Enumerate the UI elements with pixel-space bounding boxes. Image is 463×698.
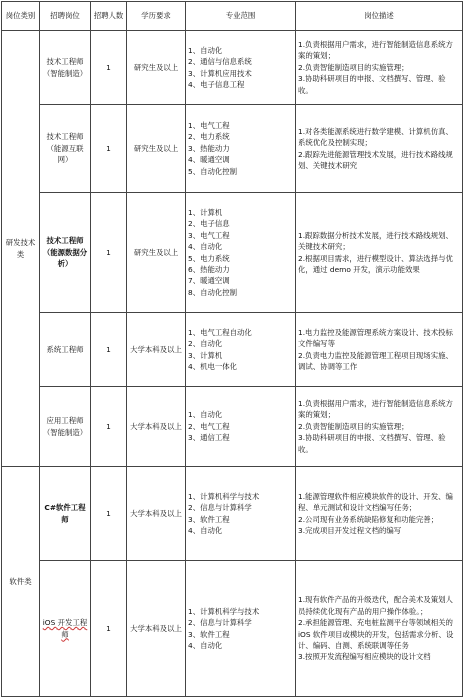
major-item: 7、暖通空调 [188, 276, 230, 286]
major-cell [186, 193, 296, 313]
position-cell: 系统工程师 [40, 313, 91, 387]
table-row [2, 31, 463, 105]
major-cell [186, 31, 296, 105]
desc-item: 2.承担能源管理、充电桩监测平台等领域相关的 iOS 软件项目或模块的开发，包括需求分析、设计、编码、自测、系统联调等任务 [298, 618, 454, 650]
major-cell [186, 105, 296, 193]
position-cell: 应用工程师（智能制造） [40, 387, 91, 467]
count-cell: 1 [91, 313, 127, 387]
major-item: 3、计算机应用技术 [188, 68, 252, 78]
major-item: 3、软件工程 [188, 514, 230, 524]
major-item: 3、热能动力 [188, 143, 230, 153]
header-position: 招聘岗位 [40, 2, 91, 31]
desc-item: 1.能源管理软件相应模块软件的设计、开发、编程、单元测试和设计文档编写任务； [298, 491, 453, 513]
description-cell [296, 313, 463, 387]
education-cell: 研究生及以上 [127, 193, 186, 313]
major-item: 1、自动化 [188, 45, 223, 55]
description-cell [296, 387, 463, 467]
description-cell [296, 193, 463, 313]
count-cell: 1 [91, 467, 127, 561]
major-item: 1、计算机 [188, 207, 223, 217]
major-item: 4、机电一体化 [188, 361, 238, 371]
header-count: 招聘人数 [91, 2, 127, 31]
desc-item: 1.负责根据用户需求，进行智能制造信息系统方案的策划； [298, 398, 453, 420]
major-item: 3、电气工程 [188, 230, 230, 240]
position-cell: C#软件工程师 [40, 467, 91, 561]
education-cell: 大学本科及以上 [127, 561, 186, 697]
education-cell: 大学本科及以上 [127, 387, 186, 467]
major-item: 3、计算机 [188, 350, 223, 360]
major-item: 1、自动化 [188, 410, 223, 420]
category-cell-software: 软件类 [2, 467, 40, 697]
major-item: 8、自动化控制 [188, 287, 238, 297]
major-item: 3、通信工程 [188, 433, 230, 443]
desc-item: 2.负责智能制造项目的实施管理； [298, 421, 409, 431]
major-item: 4、自动化 [188, 242, 223, 252]
desc-item: 3.完成项目开发过程文档的编写 [298, 525, 402, 535]
education-cell: 研究生及以上 [127, 31, 186, 105]
count-cell: 1 [91, 193, 127, 313]
position-text: iOS 开发工程师 [42, 618, 88, 639]
major-item: 2、自动化 [188, 339, 223, 349]
education-cell: 大学本科及以上 [127, 313, 186, 387]
category-cell-rd: 研发技术类 [2, 31, 40, 467]
major-cell [186, 561, 296, 697]
major-item: 6、热能动力 [188, 264, 230, 274]
table-row [2, 193, 463, 313]
education-cell: 大学本科及以上 [127, 467, 186, 561]
desc-item: 1.负责根据用户需求，进行智能制造信息系统方案的策划； [298, 39, 453, 61]
header-row [2, 2, 463, 31]
desc-item: 3.协助科研项目的申报、文档撰写、管理、验收。 [298, 74, 446, 95]
major-item: 1、电气工程自动化 [188, 327, 252, 337]
position-cell: 技术工程师（能源互联网） [40, 105, 91, 193]
major-item: 4、电子信息工程 [188, 79, 245, 89]
table-row [2, 313, 463, 387]
major-item: 1、计算机科学与技术 [188, 491, 260, 501]
recruitment-table [1, 1, 463, 697]
table-row [2, 105, 463, 193]
major-item: 1、计算机科学与技术 [188, 606, 260, 616]
table-row [2, 561, 463, 697]
major-item: 1、电气工程 [188, 120, 230, 130]
header-major: 专业范围 [186, 2, 296, 31]
major-item: 4、自动化 [188, 525, 223, 535]
position-cell: 技术工程师（智能制造） [40, 31, 91, 105]
header-category: 岗位类别 [2, 2, 40, 31]
major-item: 2、信息与计算科学 [188, 618, 252, 628]
count-cell: 1 [91, 387, 127, 467]
major-item: 4、自动化 [188, 640, 223, 650]
header-description: 岗位描述 [296, 2, 463, 31]
major-item: 2、通信与信息系统 [188, 57, 252, 67]
major-cell [186, 313, 296, 387]
desc-item: 1.电力监控及能源管理系统方案设计、技术投标文件编写等 [298, 327, 453, 349]
major-item: 5、电力系统 [188, 253, 230, 263]
count-cell: 1 [91, 561, 127, 697]
major-item: 3、软件工程 [188, 629, 230, 639]
description-cell [296, 31, 463, 105]
table-row [2, 467, 463, 561]
table-row [2, 387, 463, 467]
desc-item: 1.现有软件产品的升级迭代，配合美术及策划人员持续优化现有产品的用户操作体验。； [298, 595, 453, 616]
desc-item: 1.跟踪数据分析技术发展，进行技术路线规划、关键技术研究； [298, 230, 453, 252]
count-cell: 1 [91, 105, 127, 193]
desc-item: 3.按照开发流程编写相应模块的设计文档 [298, 652, 431, 662]
major-item: 2、电力系统 [188, 132, 230, 142]
desc-item: 2.负责电力监控及能源管理工程项目现场实施、调试、协调等工作 [298, 350, 453, 371]
description-cell [296, 467, 463, 561]
desc-item: 2.负责智能制造项目的实施管理； [298, 62, 409, 72]
desc-item: 1.对各类能源系统进行数学建模、计算机仿真、系统优化及控制实现； [298, 126, 453, 148]
description-cell [296, 105, 463, 193]
header-education: 学历要求 [127, 2, 186, 31]
position-cell [40, 561, 91, 697]
major-cell [186, 467, 296, 561]
major-item: 5、自动化控制 [188, 166, 238, 176]
major-cell [186, 387, 296, 467]
position-cell: 技术工程师（能源数据分析） [40, 193, 91, 313]
desc-item: 2.跟踪先进能源管理技术发展，进行技术路线规划、关键技术研究 [298, 149, 453, 170]
count-cell: 1 [91, 31, 127, 105]
desc-item: 3.协助科研项目的申报、文档撰写、管理、验收。 [298, 433, 446, 454]
desc-item: 2.公司现有业务系统缺陷修复和功能完善； [298, 514, 439, 524]
major-item: 2、信息与计算科学 [188, 503, 252, 513]
major-item: 2、电子信息 [188, 219, 230, 229]
education-cell: 研究生及以上 [127, 105, 186, 193]
description-cell [296, 561, 463, 697]
major-item: 4、暖通空调 [188, 155, 230, 165]
major-item: 2、电气工程 [188, 421, 230, 431]
desc-item: 2.根据项目需求，进行模型设计、算法选择与优化，通过 demo 开发，演示功能效果 [298, 253, 453, 274]
